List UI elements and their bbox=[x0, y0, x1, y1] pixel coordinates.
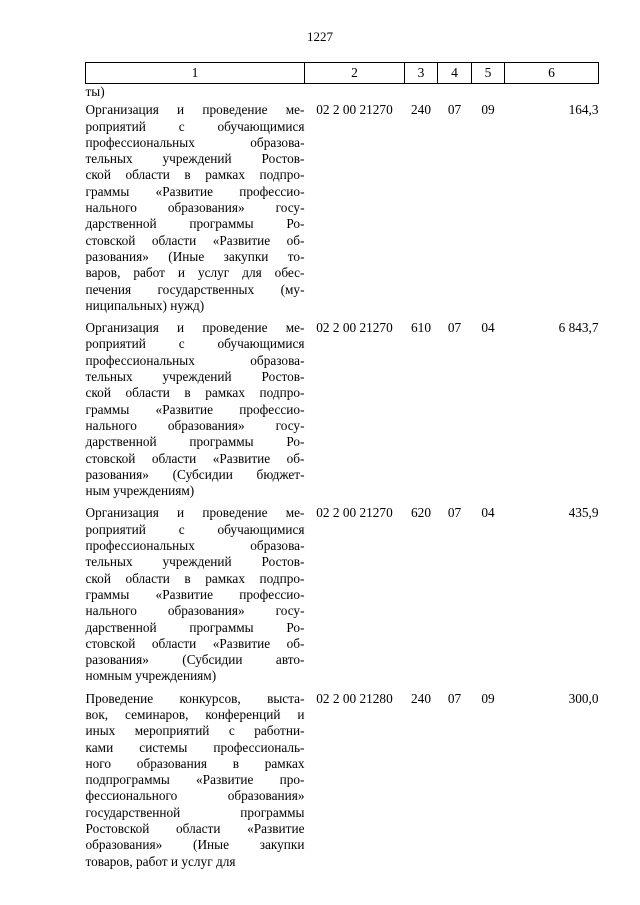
description-line: Организация и проведение ме- bbox=[85, 102, 305, 118]
description-line: Проведение конкурсов, выста- bbox=[85, 690, 305, 706]
header-col-6: 6 bbox=[505, 63, 599, 84]
description-line: дарственной программы Ро- bbox=[85, 434, 305, 450]
description-line: номным учреждениям) bbox=[85, 668, 217, 684]
row-amount: 6 843,7 bbox=[558, 320, 599, 336]
description-line: разования» (Иные закупки то- bbox=[85, 248, 305, 264]
page-number: 1227 bbox=[307, 29, 333, 44]
description-line: государственной программы bbox=[85, 804, 305, 820]
table-header-row bbox=[86, 63, 599, 84]
budget-table bbox=[85, 62, 599, 876]
row-col4: 07 bbox=[447, 320, 462, 336]
row-amount: 435,9 bbox=[568, 505, 599, 521]
description-line: роприятий с обучающимися bbox=[85, 118, 305, 134]
row-col3: 240 bbox=[411, 690, 431, 706]
description-line: Ростовской области «Развитие bbox=[85, 821, 305, 837]
description-line: роприятий с обучающимися bbox=[85, 336, 305, 352]
continuation-text: ты) bbox=[85, 84, 105, 99]
description-line: профессиональных образова- bbox=[85, 134, 305, 150]
description-line: вок, семинаров, конференций и bbox=[85, 706, 305, 722]
description-line: разования» (Субсидии авто- bbox=[85, 652, 305, 668]
table-row bbox=[86, 102, 599, 320]
description-line: профессиональных образова- bbox=[85, 352, 305, 368]
table-row bbox=[86, 320, 599, 505]
row-col3: 240 bbox=[411, 102, 431, 118]
description-line: фессионального образования» bbox=[85, 788, 305, 804]
row-code: 02 2 00 21270 bbox=[316, 102, 393, 118]
description-line: дарственной программы Ро- bbox=[85, 216, 305, 232]
description-line: нального образования» госу- bbox=[85, 603, 305, 619]
description-line: граммы «Развитие профессио- bbox=[85, 183, 305, 199]
row-col4: 07 bbox=[447, 102, 462, 118]
row-code: 02 2 00 21270 bbox=[316, 505, 393, 521]
description-line: ного образования в рамках bbox=[85, 755, 305, 771]
row-col4: 07 bbox=[447, 505, 462, 521]
row-col3: 610 bbox=[411, 320, 431, 336]
description-line: ской области в рамках подпро- bbox=[85, 167, 305, 183]
description-line: Организация и проведение ме- bbox=[85, 505, 305, 521]
row-col5: 04 bbox=[481, 320, 495, 336]
description-line: тельных учреждений Ростов- bbox=[85, 369, 305, 385]
description-line: нального образования» госу- bbox=[85, 417, 305, 433]
row-description bbox=[86, 691, 305, 876]
description-line: варов, работ и услуг для обес- bbox=[85, 265, 305, 281]
description-line: стовской области «Развитие об- bbox=[85, 232, 305, 248]
row-amount: 300,0 bbox=[568, 690, 599, 706]
description-line: товаров, работ и услуг для bbox=[85, 853, 236, 869]
header-col-1: 1 bbox=[86, 63, 305, 84]
description-line: подпрограммы «Развитие про- bbox=[85, 772, 305, 788]
description-line: граммы «Развитие профессио- bbox=[85, 401, 305, 417]
header-col-4: 4 bbox=[438, 63, 472, 84]
row-col5: 09 bbox=[481, 102, 495, 118]
row-col5: 09 bbox=[481, 690, 495, 706]
description-line: тельных учреждений Ростов- bbox=[85, 554, 305, 570]
row-col3: 620 bbox=[411, 505, 431, 521]
description-line: стовской области «Развитие об- bbox=[85, 635, 305, 651]
continuation-row bbox=[86, 84, 599, 103]
description-line: нального образования» госу- bbox=[85, 200, 305, 216]
description-line: тельных учреждений Ростов- bbox=[85, 151, 305, 167]
description-line: образования» (Иные закупки bbox=[85, 837, 305, 853]
description-line: ской области в рамках подпро- bbox=[85, 570, 305, 586]
table-body bbox=[86, 84, 599, 876]
description-line: профессиональных образова- bbox=[85, 538, 305, 554]
description-line: разования» (Субсидии бюджет- bbox=[85, 466, 305, 482]
description-line: роприятий с обучающимися bbox=[85, 521, 305, 537]
row-description bbox=[86, 505, 305, 690]
description-line: стовской области «Развитие об- bbox=[85, 450, 305, 466]
description-line: ской области в рамках подпро- bbox=[85, 385, 305, 401]
description-line: ным учреждениям) bbox=[85, 483, 195, 499]
row-code: 02 2 00 21280 bbox=[316, 690, 393, 706]
row-col4: 07 bbox=[447, 690, 462, 706]
description-line: дарственной программы Ро- bbox=[85, 619, 305, 635]
row-code: 02 2 00 21270 bbox=[316, 320, 393, 336]
description-line: ниципальных) нужд) bbox=[85, 297, 205, 313]
table-row bbox=[86, 691, 599, 876]
description-line: граммы «Развитие профессио- bbox=[85, 586, 305, 602]
row-col5: 04 bbox=[481, 505, 495, 521]
header-col-5: 5 bbox=[472, 63, 505, 84]
row-description bbox=[86, 102, 305, 320]
description-line: иных мероприятий с работни- bbox=[85, 723, 305, 739]
description-line: Организация и проведение ме- bbox=[85, 320, 305, 336]
header-col-3: 3 bbox=[405, 63, 438, 84]
table-row bbox=[86, 505, 599, 690]
description-line: печения государственных (му- bbox=[85, 281, 305, 297]
description-line: ками системы профессиональ- bbox=[85, 739, 305, 755]
row-amount: 164,3 bbox=[568, 102, 599, 118]
header-col-2: 2 bbox=[305, 63, 405, 84]
row-description bbox=[86, 320, 305, 505]
